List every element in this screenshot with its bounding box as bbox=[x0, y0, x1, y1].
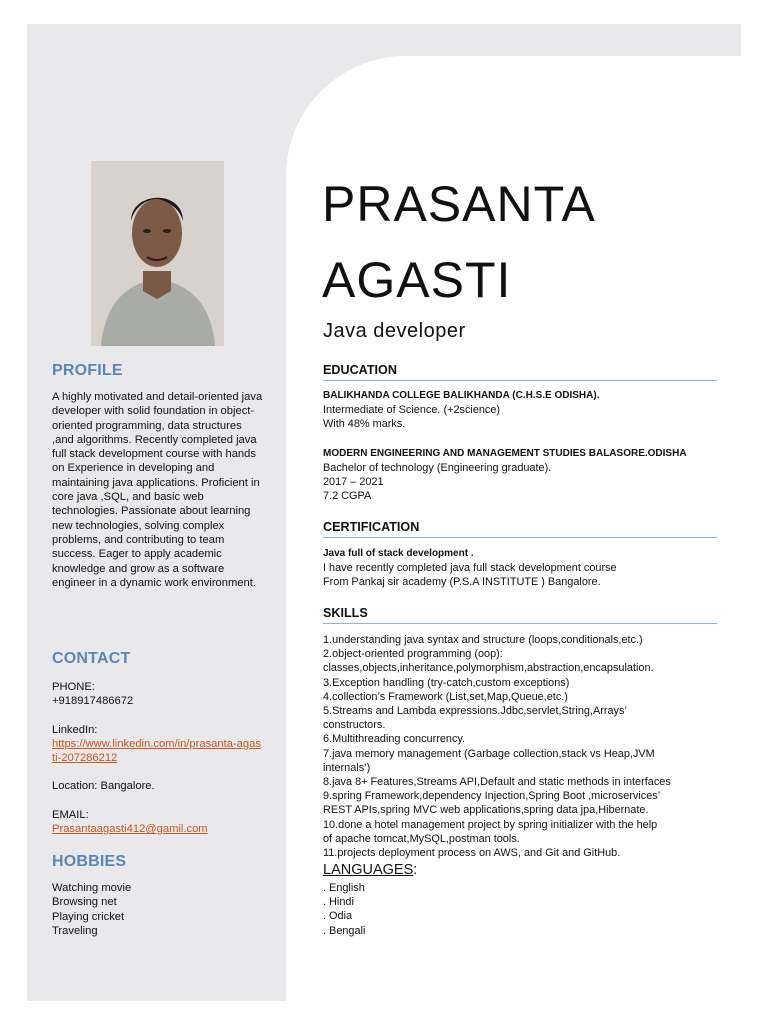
hobby-item: Traveling bbox=[52, 924, 98, 937]
linkedin-link[interactable]: https://www.linkedin.com/in/prasanta-agasti-207286212 bbox=[52, 737, 261, 765]
skill-line: 5.Streams and Lambda expressions.Jdbc,servlet,String,Arrays’ bbox=[323, 705, 627, 718]
languages-title: LANGUAGES bbox=[323, 862, 414, 878]
skill-line: of apache tomcat,MySQL,postman tools. bbox=[323, 832, 520, 845]
hobby-item: Playing cricket bbox=[52, 910, 125, 923]
profile-photo-image bbox=[91, 161, 224, 346]
school-2-line: 2017 – 2021 bbox=[323, 476, 384, 489]
job-title: Java developer bbox=[323, 320, 466, 342]
email-link[interactable]: Prasantaagasti412@gamil.com bbox=[52, 823, 208, 836]
school-2-line: 7.2 CGPA bbox=[323, 490, 372, 503]
language-item: . Bengali bbox=[323, 924, 366, 937]
skill-line: 8.java 8+ Features,Streams API,Default and static methods in interfaces bbox=[323, 776, 671, 789]
profile-photo bbox=[91, 161, 224, 346]
phone-label: PHONE: bbox=[52, 681, 95, 693]
hobby-item: Browsing net bbox=[52, 896, 117, 909]
skill-line: constructors. bbox=[323, 719, 386, 732]
language-item: . English bbox=[323, 882, 365, 894]
education-block bbox=[323, 389, 723, 503]
skill-line: 1.understanding java syntax and structure (loops,conditionals,etc.) bbox=[323, 634, 643, 646]
contact-heading: CONTACT bbox=[52, 650, 131, 667]
certification-line: From Pankaj sir academy (P.S.A INSTITUTE ) Bangalore. bbox=[323, 576, 601, 589]
profile-text: A highly motivated and detail-oriented java developer with solid foundation in object-oriented programming, data structures ,and algorithms. Recently completed java full stack development course with hands on Experience in developing and maintaining java applications. Proficient in core java ,SQL, and basic web technologies. Passionate about learning new technologies, solving complex problems, and contributing to team success. Eager to apply academic knowledge and grow as a software engineer in a dynamic work environment. bbox=[52, 391, 263, 589]
school-2-name: MODERN ENGINEERING AND MANAGEMENT STUDIES BALASORE.ODISHA bbox=[323, 447, 687, 459]
skill-line: 10.done a hotel management project by spring initializer with the help bbox=[323, 818, 658, 831]
certification-line: I have recently completed java full stack development course bbox=[323, 562, 617, 575]
skill-line: 2.object-oriented programming (oop): bbox=[323, 648, 503, 661]
email-label: EMAIL: bbox=[52, 808, 89, 821]
hobbies-list bbox=[52, 881, 264, 938]
school-1-line: Intermediate of Science. (+2science) bbox=[323, 404, 501, 417]
skill-line: 7.java memory management (Garbage collection,stack vs Heap,JVM bbox=[323, 747, 655, 760]
last-name: AGASTI bbox=[322, 252, 512, 308]
school-1-line: With 48% marks. bbox=[323, 418, 406, 431]
profile-heading: PROFILE bbox=[52, 362, 123, 379]
certification-block bbox=[323, 547, 723, 590]
languages-colon: : bbox=[413, 862, 418, 878]
skill-line: 6.Multithreading concurrency. bbox=[323, 733, 466, 746]
certification-heading: CERTIFICATION bbox=[323, 520, 717, 538]
skill-line: 9.spring Framework,dependency Injection,Spring Boot ,microservices’ bbox=[323, 790, 661, 803]
skill-line: REST APIs,spring MVC web applications,spring data jpa,Hibernate. bbox=[323, 804, 649, 817]
skill-line: classes,objects,inheritance,polymorphism,abstraction,encapsulation. bbox=[323, 662, 654, 675]
school-2-line: Bachelor of technology (Engineering graduate). bbox=[323, 461, 552, 474]
language-item: . Odia bbox=[323, 910, 353, 923]
hobby-item: Watching movie bbox=[52, 882, 132, 894]
location-text: Location: Bangalore. bbox=[52, 780, 155, 793]
phone-value: +918917486672 bbox=[52, 695, 134, 708]
skill-line: 4.collection’s Framework (List,set,Map,Queue,etc.) bbox=[323, 690, 568, 703]
skill-line: 11.projects deployment process on AWS, and Git and GitHub. bbox=[323, 847, 621, 860]
linkedin-label: LinkedIn: bbox=[52, 723, 98, 736]
first-name: PRASANTA bbox=[322, 176, 596, 232]
skills-list bbox=[323, 633, 733, 860]
skill-line: internals’) bbox=[323, 761, 371, 774]
hobbies-heading: HOBBIES bbox=[52, 853, 127, 870]
name-heading bbox=[322, 176, 596, 308]
school-1-name: BALIKHANDA COLLEGE BALIKHANDA (C.H.S.E ODISHA). bbox=[323, 390, 600, 401]
education-heading: EDUCATION bbox=[323, 363, 717, 381]
languages-heading bbox=[323, 862, 417, 878]
contact-block bbox=[52, 680, 264, 836]
language-item: . Hindi bbox=[323, 896, 354, 909]
certification-name: Java full of stack development . bbox=[323, 548, 474, 559]
skill-line: 3.Exception handling (try-catch,custom exceptions) bbox=[323, 676, 570, 689]
languages-list bbox=[323, 881, 723, 938]
skills-heading: SKILLS bbox=[323, 606, 717, 624]
